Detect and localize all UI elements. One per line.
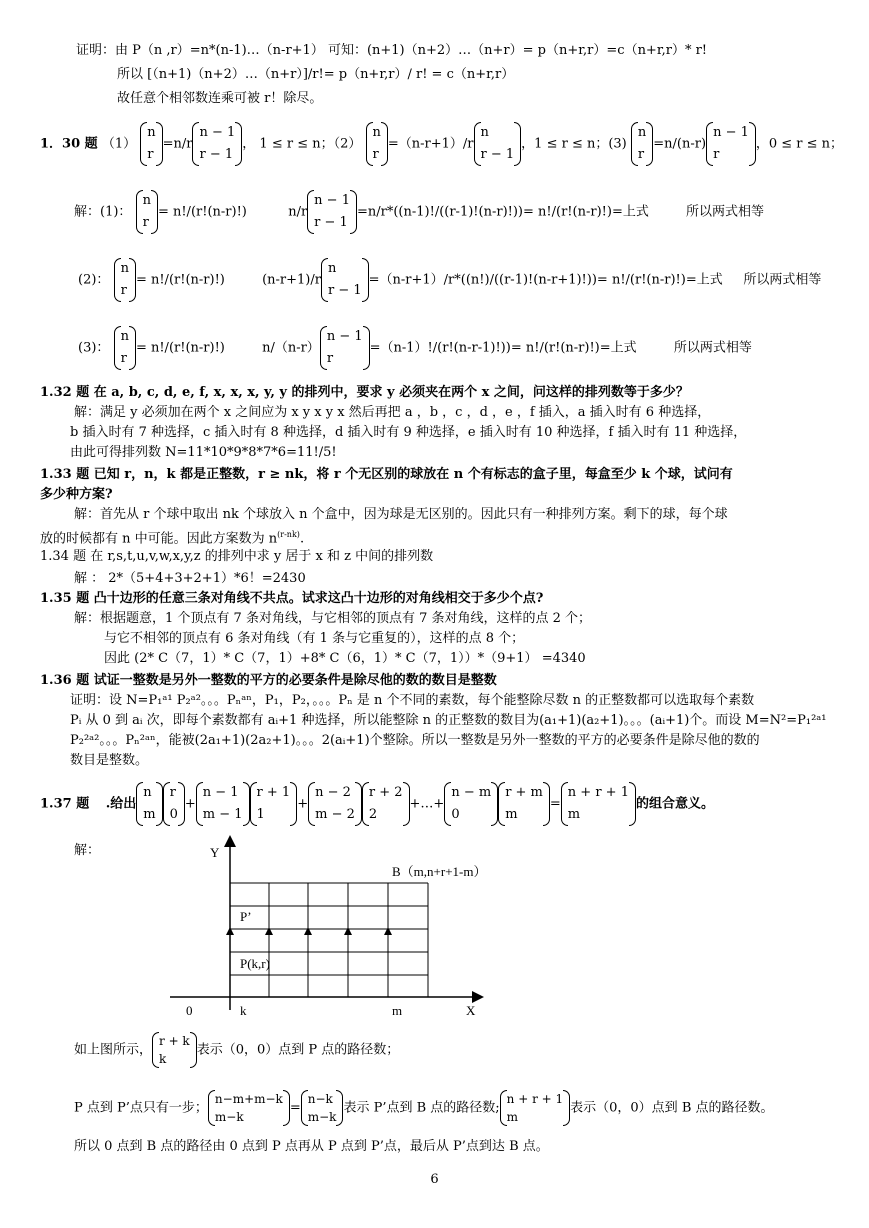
explanation-line-3: 所以 0 点到 B 点的路径由 0 点到 P 点再从 P 点到 P’点，最后从 P’点到达 B 点。 [74, 1139, 549, 1154]
binomial: n r [631, 122, 653, 166]
problem-1-36-line: P₂²ᵃ²。。。Pₙ²ᵃⁿ，能被(2a₁+1)(2a₂+1)。。。2(aᵢ+1)个整除。所以一整数是另外一整数的平方的必要条件是除尽他的数的 [70, 733, 760, 748]
lattice-path-diagram [160, 835, 500, 1025]
binomial: n r [136, 190, 158, 234]
binomial: n r − 1 [474, 122, 522, 166]
solution-2: (2)： n r = n!/(r!(n-r)!) (n-r+1)/r n r − 1 =（n-r+1）/r*((n!)/((r-1)!(n-r+1)!))= n!/(r!(n-r)!)=上式 所以两式相等 [78, 258, 821, 302]
problem-1-33-title: 1.33 题 已知 r，n，k 都是正整数，r ≥ nk，将 r 个无区别的球放在 n 个有标志的盒子里，每盒至少 k 个球，试问有 [40, 467, 733, 482]
grid [230, 883, 428, 997]
solution-1: 解：(1)： n r = n!/(r!(n-r)!) n/r n − 1 r − 1 =n/r*((n-1)!/((r-1)!(n-r)!))= n!/(r!(n-r)!)=上式 所以两式相等 [74, 190, 764, 234]
problem-1-35-line: 解：根据题意，1 个顶点有 7 条对角线，与它相邻的顶点有 7 条对角线，这样的点 2 个； [74, 611, 592, 626]
problem-1-33-line: 解：首先从 r 个球中取出 nk 个球放入 n 个盒中，因为球是无区别的。因此只有一种排列方案。剩下的球，每个球 [74, 507, 728, 522]
problem-1-33-line: 放的时候都有 n 中可能。因此方案数为 $n^{(r-nk)}$. [40, 530, 305, 547]
binomial: r 0 [163, 782, 185, 826]
binomial: n + r + 1 m [561, 782, 636, 826]
binomial: n r [140, 122, 162, 166]
explanation-line-2: P 点到 P’点只有一步； n−m+m−k m−k = n−k m−k 表示 P’点到 B 点的路径数; n + r + 1 m 表示（0，0）点到 B 点的路径数。 [74, 1092, 774, 1124]
binomial: r + m m [498, 782, 550, 826]
binomial: n r [114, 326, 136, 370]
binomial: n − 1 r − 1 [307, 190, 357, 234]
problem-1-34-line: 解 ： 2*（5+4+3+2+1）*6！=2430 [74, 571, 306, 586]
problem-1-36-line: 数目是整数。 [70, 753, 149, 768]
solution-label: 解： [74, 843, 101, 858]
binomial: r + 2 2 [362, 782, 410, 826]
k-label: k [240, 1003, 247, 1018]
proof-line-3: 故任意个相邻数连乘可被 r！除尽。 [117, 91, 323, 106]
equation-text: =n/(n-r) [653, 136, 707, 152]
equation-text: =n/r [162, 136, 193, 152]
problem-1-35-line: 与它不相邻的顶点有 6 条对角线（有 1 条与它重复的），这样的点 8 个； [104, 631, 525, 646]
problem-1-32-line: b 插入时有 7 种选择，c 插入时有 8 种选择，d 插入时有 9 种选择，e 插入时有 10 种选择，f 插入时有 11 种选择， [70, 425, 747, 440]
condition-text: ，0 ≤ r ≤ n； [755, 136, 844, 152]
problem-1-30-statement [40, 122, 843, 166]
binomial: n − 2 m − 2 [308, 782, 362, 826]
problem-1-34-title: 1.34 题 在 r,s,t,u,v,w,x,y,z 的排列中求 y 居于 x 和 z 中间的排列数 [40, 549, 434, 564]
vertical-arrows [230, 883, 388, 997]
proof-line-2: 所以 [（n+1)（n+2）…（n+r）]/r!= p（n+r,r）/ r! = c（n+r,r） [117, 67, 515, 82]
problem-label: 1．30 题 [40, 136, 98, 152]
binomial: n − m 0 [444, 782, 498, 826]
problem-1-32-line: 解：满足 y 必须加在两个 x 之间应为 x y x y x 然后再把 a ，b ，c ，d ，e ，f 插入，a 插入时有 6 种选择， [74, 405, 711, 420]
point-b-label: B（m,n+r+1-m） [392, 864, 487, 879]
problem-1-33-title: 多少种方案? [40, 487, 113, 502]
part-label: （1） [101, 136, 137, 152]
m-label: m [392, 1003, 403, 1018]
binomial: n−k m−k [301, 1090, 344, 1126]
problem-1-35-line: 因此 (2* C（7，1）* C（7，1）+8* C（6，1）* C（7，1））*（9+1） =4340 [104, 651, 586, 666]
problem-1-35-title: 1.35 题 凸十边形的任意三条对角线不共点。试求这凸十边形的对角线相交于多少个点? [40, 591, 544, 606]
problem-1-32-line: 由此可得排列数 N=11*10*9*8*7*6=11!/5! [70, 445, 337, 460]
binomial: n − 1 r − 1 [192, 122, 242, 166]
condition-text: ，1 ≤ r ≤ n；(3) [521, 136, 627, 152]
page-number: 6 [430, 1172, 439, 1187]
binomial: n r [114, 258, 136, 302]
binomial: n r [366, 122, 388, 166]
proof-line-1: 证明：由 P（n ,r）=n*(n-1)…（n-r+1） 可知：(n+1)（n+2）…（n+r）= p（n+r,r）=c（n+r,r）* r! [76, 43, 708, 58]
y-axis-label: Y [210, 845, 220, 860]
binomial: n r − 1 [321, 258, 369, 302]
point-p-prime-label: P’ [240, 909, 252, 924]
binomial: n − 1 r [320, 326, 370, 370]
solution-3: (3)： n r = n!/(r!(n-r)!) n/（n-r） n − 1 r =（n-1）!/(r!(n-r-1)!))= n!/(r!(n-r)!)=上式 所以两式相等 [78, 326, 752, 370]
condition-text: ， 1 ≤ r ≤ n；（2） [242, 136, 362, 152]
binomial: n−m+m−k m−k [208, 1090, 290, 1126]
binomial: n m [136, 782, 162, 826]
explanation-line-1: 如上图所示， r + k k 表示（0，0）点到 P 点的路径数； [74, 1034, 400, 1066]
point-p-label: P(k,r) [240, 956, 270, 971]
binomial: n − 1 r [706, 122, 756, 166]
problem-1-36-title: 1.36 题 试证一整数是另外一整数的平方的必要条件是除尽他的数的数目是整数 [40, 673, 497, 688]
binomial: r + k k [152, 1032, 197, 1068]
x-axis-label: X [466, 1003, 476, 1018]
problem-1-37-statement: 1.37 题 .给出 n m r 0 + n − 1 m − 1 r + 1 1 + n − 2 m − 2 r + 2 2 +…+ n − m 0 r + m m = n + r + 1 m 的组合意义。 [40, 782, 714, 826]
origin-label: 0 [186, 1003, 193, 1018]
binomial: r + 1 1 [250, 782, 298, 826]
binomial: n + r + 1 m [500, 1090, 570, 1126]
problem-1-36-line: Pᵢ 从 0 到 aᵢ 次，即每个素数都有 aᵢ+1 种选择，所以能整除 n 的正整数的数目为(a₁+1)(a₂+1)。。。(aᵢ+1)个。而设 M=N²=P₁²ᵃ¹ [70, 713, 827, 728]
problem-1-32-title: 1.32 题 在 a, b, c, d, e, f, x, x, x, y, y 的排列中，要求 y 必须夹在两个 x 之间，问这样的排列数等于多少？ [40, 385, 689, 400]
binomial: n − 1 m − 1 [196, 782, 250, 826]
equation-text: =（n-r+1）/r [387, 136, 474, 152]
problem-1-36-line: 证明：设 N=P₁ᵃ¹ P₂ᵃ²。。。Pₙᵃⁿ，P₁，P₂，。。。Pₙ 是 n 个不同的素数，每个能整除尽数 n 的正整数都可以选取每个素数 [70, 693, 755, 708]
